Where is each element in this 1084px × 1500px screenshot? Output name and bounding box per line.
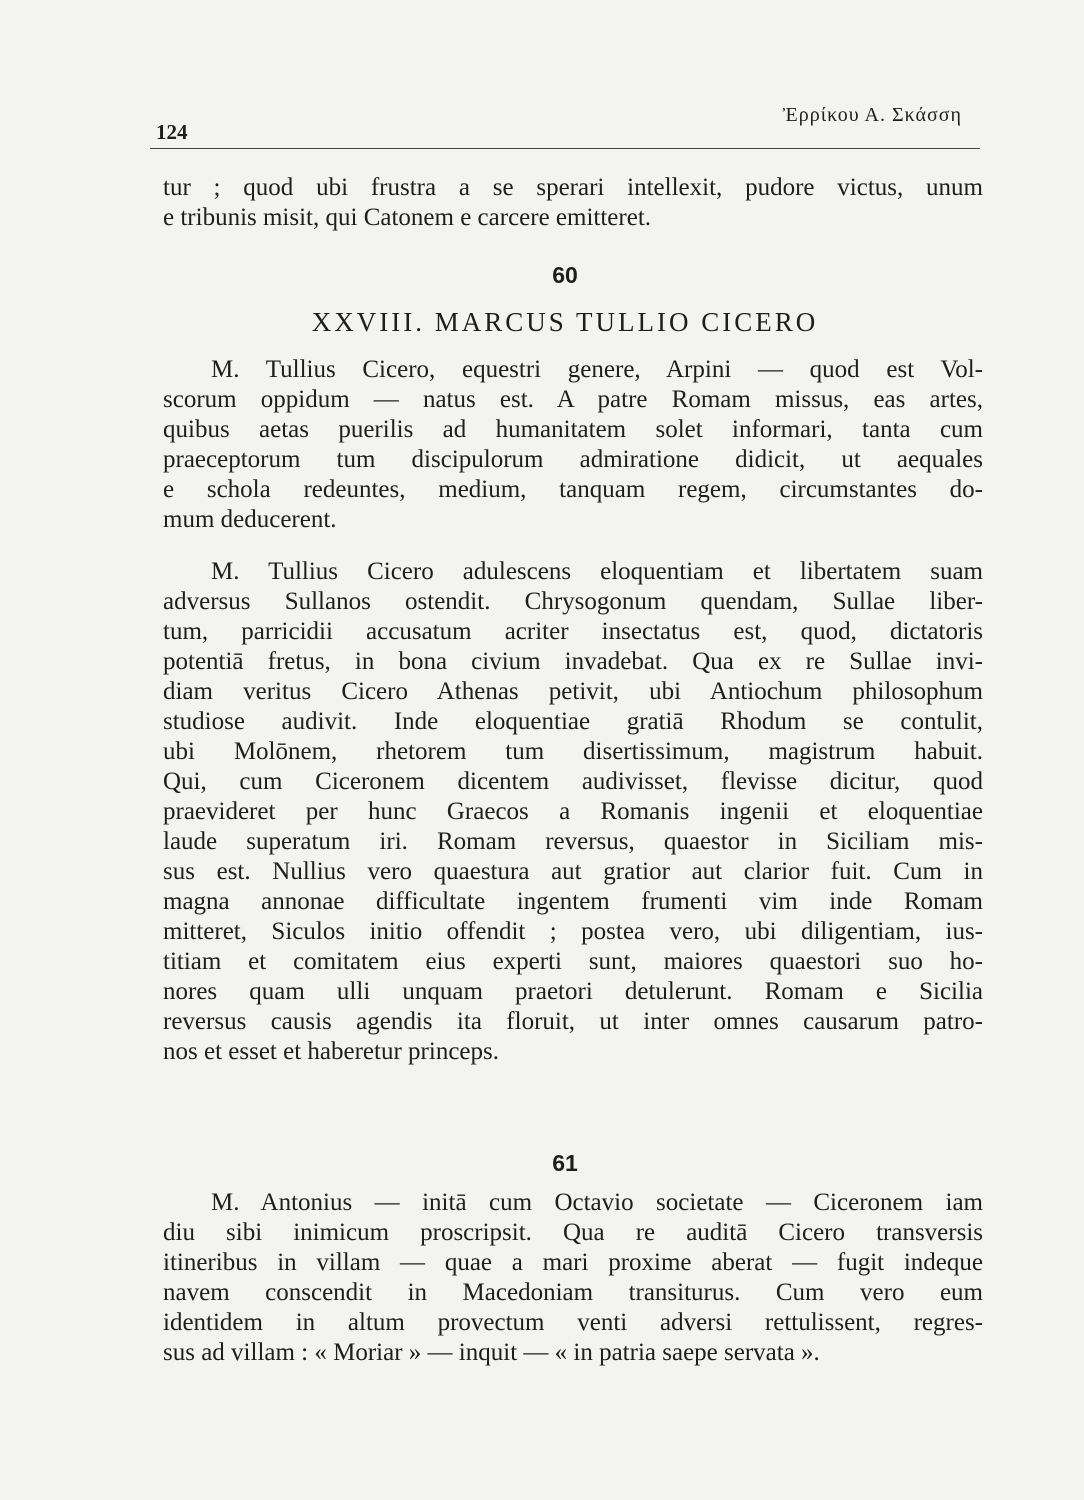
text-line: studiose audivit. Inde eloquentiae gratiā Rhodum se contulit, xyxy=(163,708,983,735)
text-line: adversus Sullanos ostendit. Chrysogonum quendam, Sullae liber- xyxy=(163,588,983,615)
text-line: navem conscendit in Macedoniam transiturus. Cum vero eum xyxy=(163,1279,983,1306)
text-line: Qui, cum Ciceronem dicentem audivisset, flevisse dicitur, quod xyxy=(163,768,983,795)
text-line: praeceptorum tum discipulorum admiratione didicit, ut aequales xyxy=(163,446,983,473)
text-line: magna annonae difficultate ingentem frumenti vim inde Romam xyxy=(163,888,983,915)
text-line: sus est. Nullius vero quaestura aut gratior aut clarior fuit. Cum in xyxy=(163,858,983,885)
text-line: potentiā fretus, in bona civium invadebat. Qua ex re Sullae invi- xyxy=(163,648,983,675)
text-line: identidem in altum provectum venti adversi rettulissent, regres- xyxy=(163,1309,983,1336)
text-line: mitteret, Siculos initio offendit ; postea vero, ubi diligentiam, ius- xyxy=(163,918,983,945)
section-number-60: 60 xyxy=(552,262,578,288)
chapter-title: XXVIII. MARCUS TULLIO CICERO xyxy=(311,307,819,337)
text-line: e schola redeuntes, medium, tanquam regem, circumstantes do- xyxy=(163,476,983,503)
section-60-paragraph-1 xyxy=(163,355,983,535)
text-line: tum, parricidii accusatum acriter insectatus est, quod, dictatoris xyxy=(163,618,983,645)
text-line: sus ad villam : « Moriar » — inquit — « in patria saepe servata ». xyxy=(163,1339,820,1366)
text-line: mum deducerent. xyxy=(163,506,337,533)
section-number-61: 61 xyxy=(552,1150,578,1176)
text-line: M. Antonius — initā cum Octavio societate — Ciceronem iam xyxy=(211,1189,983,1216)
text-line: quibus aetas puerilis ad humanitatem solet informari, tanta cum xyxy=(163,416,983,443)
text-line: M. Tullius Cicero, equestri genere, Arpini — quod est Vol- xyxy=(211,356,983,383)
page-header xyxy=(150,104,980,144)
text-line: scorum oppidum — natus est. A patre Romam missus, eas artes, xyxy=(163,386,983,413)
text-line: praevideret per hunc Graecos a Romanis ingenii et eloquentiae xyxy=(163,798,983,825)
text-line: reversus causis agendis ita floruit, ut inter omnes causarum patro- xyxy=(163,1008,983,1035)
text-line: diam veritus Cicero Athenas petivit, ubi Antiochum philosophum xyxy=(163,678,983,705)
text-line: ubi Molōnem, rhetorem tum disertissimum, magistrum habuit. xyxy=(163,738,983,765)
section-60-paragraph-2 xyxy=(163,557,983,1067)
page-number: 124 xyxy=(156,120,188,144)
text-line: diu sibi inimicum proscripsit. Qua re auditā Cicero transversis xyxy=(163,1219,983,1246)
text-line: tur ; quod ubi frustra a se sperari intellexit, pudore victus, unum xyxy=(163,174,983,201)
text-line: nos et esset et haberetur princeps. xyxy=(163,1038,499,1065)
text-line: itineribus in villam — quae a mari proxime aberat — fugit indeque xyxy=(163,1249,983,1276)
text-line: nores quam ulli unquam praetori detulerunt. Romam e Sicilia xyxy=(163,978,983,1005)
carryover-paragraph xyxy=(163,173,983,233)
text-line: e tribunis misit, qui Catonem e carcere emitteret. xyxy=(163,204,652,231)
text-line: laude superatum iri. Romam reversus, quaestor in Siciliam mis- xyxy=(163,828,983,855)
text-line: titiam et comitatem eius experti sunt, maiores quaestori suo ho- xyxy=(163,948,983,975)
text-line: M. Tullius Cicero adulescens eloquentiam et libertatem suam xyxy=(211,558,983,585)
running-head: Ἐρρίκου Α. Σκάσση xyxy=(782,104,962,126)
header-rule xyxy=(150,148,980,149)
section-61-paragraph-1 xyxy=(163,1188,983,1368)
